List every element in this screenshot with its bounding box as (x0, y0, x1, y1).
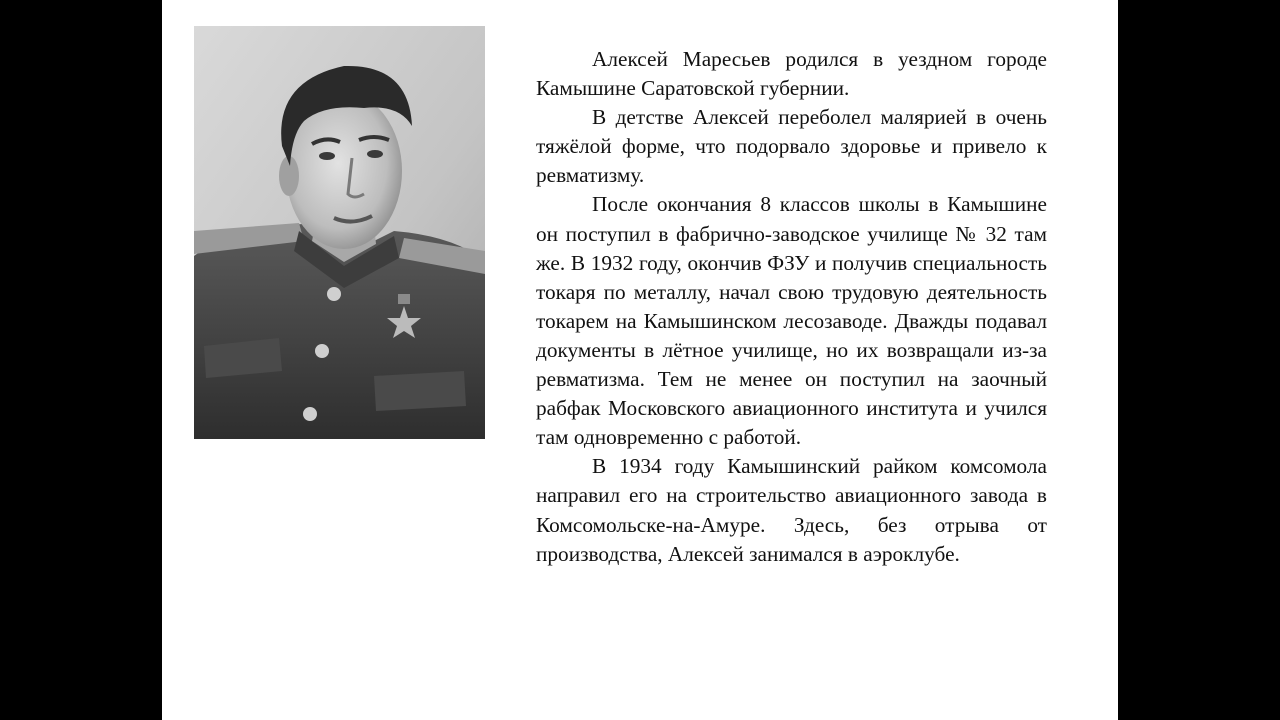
biography-text (536, 45, 1047, 569)
slide (162, 0, 1118, 720)
paragraph-4: В 1934 году Камышинский райком комсомола направил его на строительство авиационного завода в Комсомольске-на-Амуре. Здесь, без отрыва от производства, Алексей занимался в аэроклубе. (536, 454, 1047, 566)
paragraph-1: Алексей Маресьев родился в уездном городе Камышине Саратовской губернии. (536, 47, 1047, 101)
paragraph-3: После окончания 8 классов школы в Камышине он поступил в фабрично-заводское училище № 32 там же. В 1932 году, окончив ФЗУ и получив специальность токаря по металлу, начал свою трудовую деятельность токарем на Камышинском лесозаводе. Дважды подавал документы в лётное училище, но их возвращали из-за ревматизма. Тем не менее он поступил на заочный рабфак Московского авиационного института и учился там одновременно с работой. (536, 192, 1047, 450)
paragraph-2: В детстве Алексей переболел малярией в очень тяжёлой форме, что подорвало здоровье и привело к ревматизму. (536, 105, 1047, 188)
portrait-photo (194, 26, 485, 439)
